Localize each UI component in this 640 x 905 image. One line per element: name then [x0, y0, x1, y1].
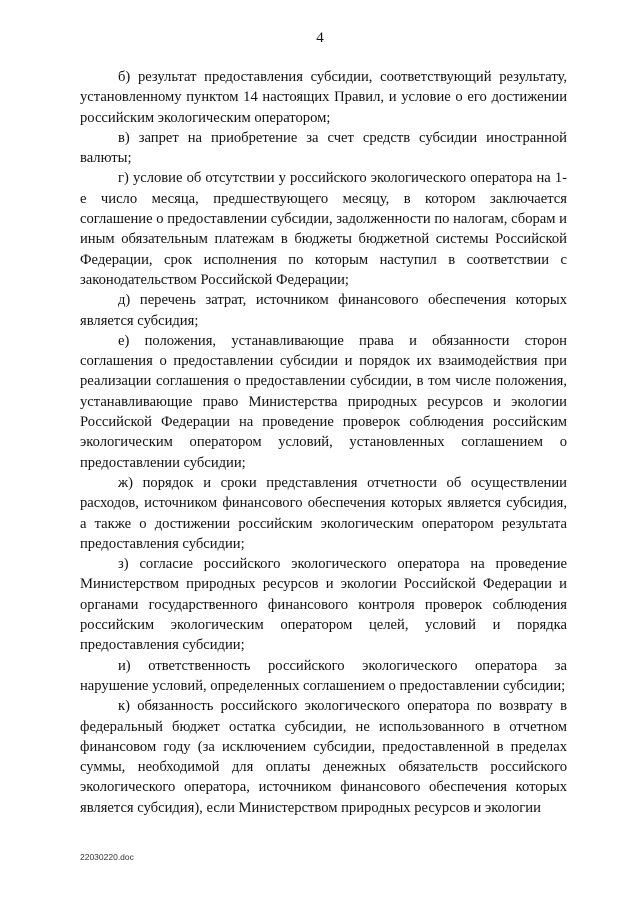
paragraph-v: в) запрет на приобретение за счет средств субсидии иностранной валюты; — [80, 129, 567, 167]
page-number: 4 — [316, 30, 324, 46]
paragraph-z: з) согласие российского экологического оператора на проведение Министерством природных ресурсов и экологии Российской Федерации и органами государственного финансового контроля проверок соблюдения российским экологическим оператором целей, условий и порядка предоставления субсидии; — [80, 556, 567, 654]
paragraph-b: б) результат предоставления субсидии, соответствующий результату, установленному пунктом 14 настоящих Правил, и условие о его достижении российским экологическим оператором; — [80, 69, 567, 126]
paragraph-i: и) ответственность российского экологического оператора за нарушение условий, определенных соглашением о предоставлении субсидии; — [80, 657, 567, 694]
paragraph-zh: ж) порядок и сроки представления отчетности об осуществлении расходов, источником финансового обеспечения которых является субсидия, а также о достижении российским экологическим оператором результата предоставления субсидии; — [80, 474, 567, 552]
document-body — [80, 67, 567, 818]
paragraph-k: к) обязанность российского экологического оператора по возврату в федеральный бюджет остатка субсидии, не использованного в отчетном финансовом году (за исключением субсидии, предоставленной в пределах суммы, необходимой для оплаты денежных обязательств российского экологического оператора, источником финансового обеспечения которых является субсидия), если Министерством природных ресурсов и экологии — [80, 698, 567, 816]
paragraph-e: е) положения, устанавливающие права и обязанности сторон соглашения о предоставлении субсидии и порядок их взаимодействия при реализации соглашения о предоставлении субсидии, в том числе положения, устанавливающие право Министерства природных ресурсов и экологии Российской Федерации на проведение проверок соблюдения российским экологическим оператором условий, установленных соглашением о предоставлении субсидии; — [80, 332, 567, 471]
file-name-footer: 22030220.doc — [80, 852, 134, 862]
paragraph-g: г) условие об отсутствии у российского экологического оператора на 1-е число месяца, предшествующего месяцу, в котором заключается соглашение о предоставлении субсидии, задолженности по налогам, сборам и иным обязательным платежам в бюджеты бюджетной системы Российской Федерации, срок исполнения по которым наступил в соответствии с законодательством Российской Федерации; — [80, 170, 567, 288]
paragraph-d: д) перечень затрат, источником финансового обеспечения которых является субсидия; — [80, 292, 567, 329]
